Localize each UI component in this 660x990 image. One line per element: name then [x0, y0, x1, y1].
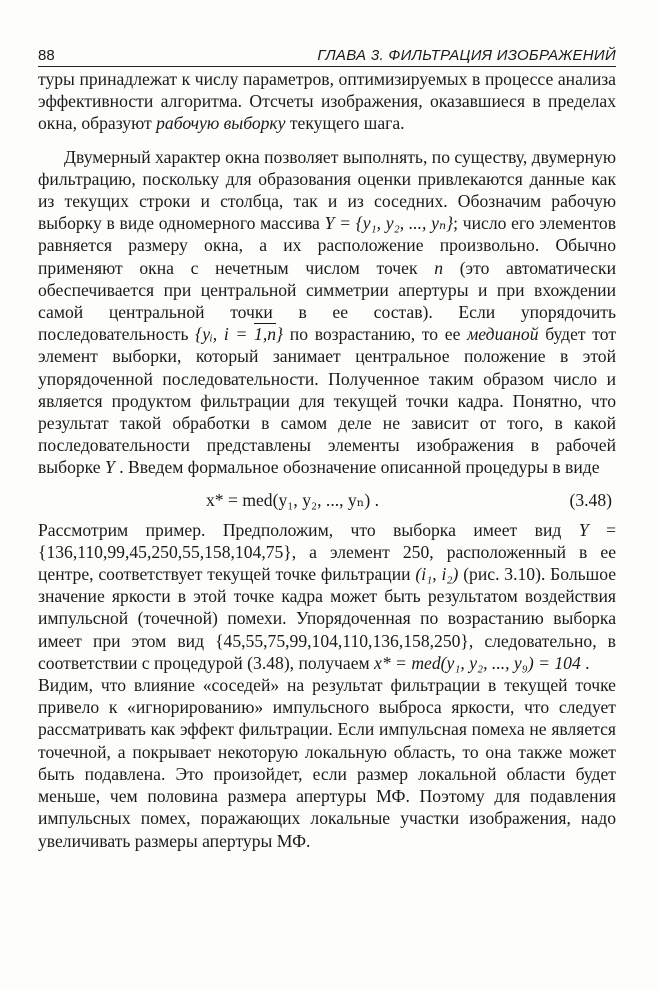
math-n: n	[434, 257, 443, 278]
chapter-title: ГЛАВА 3. ФИЛЬТРАЦИЯ ИЗОБРАЖЕНИЙ	[317, 47, 616, 64]
math-range: 1,n	[254, 324, 277, 345]
text-span: будет тот элемент выборки, который занимает центральное положение в этой упорядоченной последовательности. Полученное таким образом число и является продуктом фильтрации для текущей точки кадра. Понятно, что результат такой обработки в самом деле не зависит от того, в какой последовательности представлены элементы изображения в рабочей выборке	[38, 324, 617, 478]
math-sample-set: Y = {y₁, y₂, ..., yₙ}	[324, 213, 454, 234]
text-span: по возрастанию, то ее	[283, 324, 468, 345]
math-sequence-close: }	[276, 324, 284, 345]
math-Y: Y	[578, 519, 589, 540]
page-header	[38, 40, 616, 67]
text-span: текущего шага.	[285, 113, 405, 134]
paragraph-4: Видим, что влияние «соседей» на результат фильтрации в текущей точке привело к «игнорированию» импульсного выброса яркости, что следует рассматривать как эффект фильтрации. Если импульсная помеха не является точечной, а покрывает некоторую локальную область, то она также может быть подавлена. Это произойдет, если размер локальной области будет меньше, чем половина размера апертуры МФ. Поэтому для подавления импульсных помех, поражающих локальные участки изображения, надо увеличивать размеры апертуры МФ.	[38, 675, 616, 851]
paragraph-2	[38, 146, 616, 479]
term-working-sample: рабочую выборку	[156, 113, 286, 134]
page-body	[38, 68, 616, 852]
text-span: Рассмотрим пример. Предположим, что выборка имеет вид	[38, 519, 579, 540]
math-result: x* = med(y₁, y₂, ..., y₉) = 104	[374, 652, 581, 673]
text-span: (рис. 3.10). Большое значение яркости в этой точке кадра может быть результатом воздействия импульсной (точечной) помехи. Упорядоченная по возрастанию выборка имеет при этом вид {45,55,75,99,104,110,136,158,250}, следовательно, в соответствии с процедурой (3.48), получаем	[38, 564, 617, 673]
formula-number: (3.48)	[569, 489, 612, 510]
text-span: . Введем формальное обозначение описанной процедуры в виде	[114, 457, 600, 478]
page-number: 88	[38, 47, 55, 64]
text-span: Двумерный характер окна позволяет выполнять, по существу, двумерную фильтрацию, поскольку для образования оценки привлекаются данные как из текущих строки и столбца, так и из соседних. Обозначим рабочую выборку в виде одномерного массива	[38, 146, 616, 234]
text-span: туры принадлежат к числу параметров, оптимизируемых в процессе анализа эффективности алгоритма. Отсчеты изображения, оказавшиеся в пределах окна, образуют	[38, 69, 616, 134]
math-sequence: {yᵢ, i =	[195, 324, 255, 345]
text-span: = {136,110,99,45,250,55,158,104,75}, а элемент 250, расположенный в ее центре, соответствует текущей точке фильтрации	[38, 519, 616, 585]
math-coordinates: (i₁, i₂)	[415, 564, 459, 585]
paragraph-3	[38, 519, 616, 674]
paragraph-1	[38, 68, 616, 135]
text-span: ; число его элементов равняется размеру окна, а их расположение произвольно. Обычно применяют окна с нечетным числом точек	[38, 213, 617, 278]
formula-expression: x* = med(y₁, y₂, ..., yₙ) .	[206, 489, 379, 510]
math-Y: Y	[105, 457, 115, 478]
formula-3-48	[38, 485, 616, 515]
term-median: медианой	[467, 324, 539, 345]
text-span: (это автоматически обеспечивается при центральной симметрии апертуры и при вхождении самой центральной точки в ее состав). Если упорядочить последовательность	[38, 257, 616, 345]
text-span: .	[580, 652, 590, 673]
